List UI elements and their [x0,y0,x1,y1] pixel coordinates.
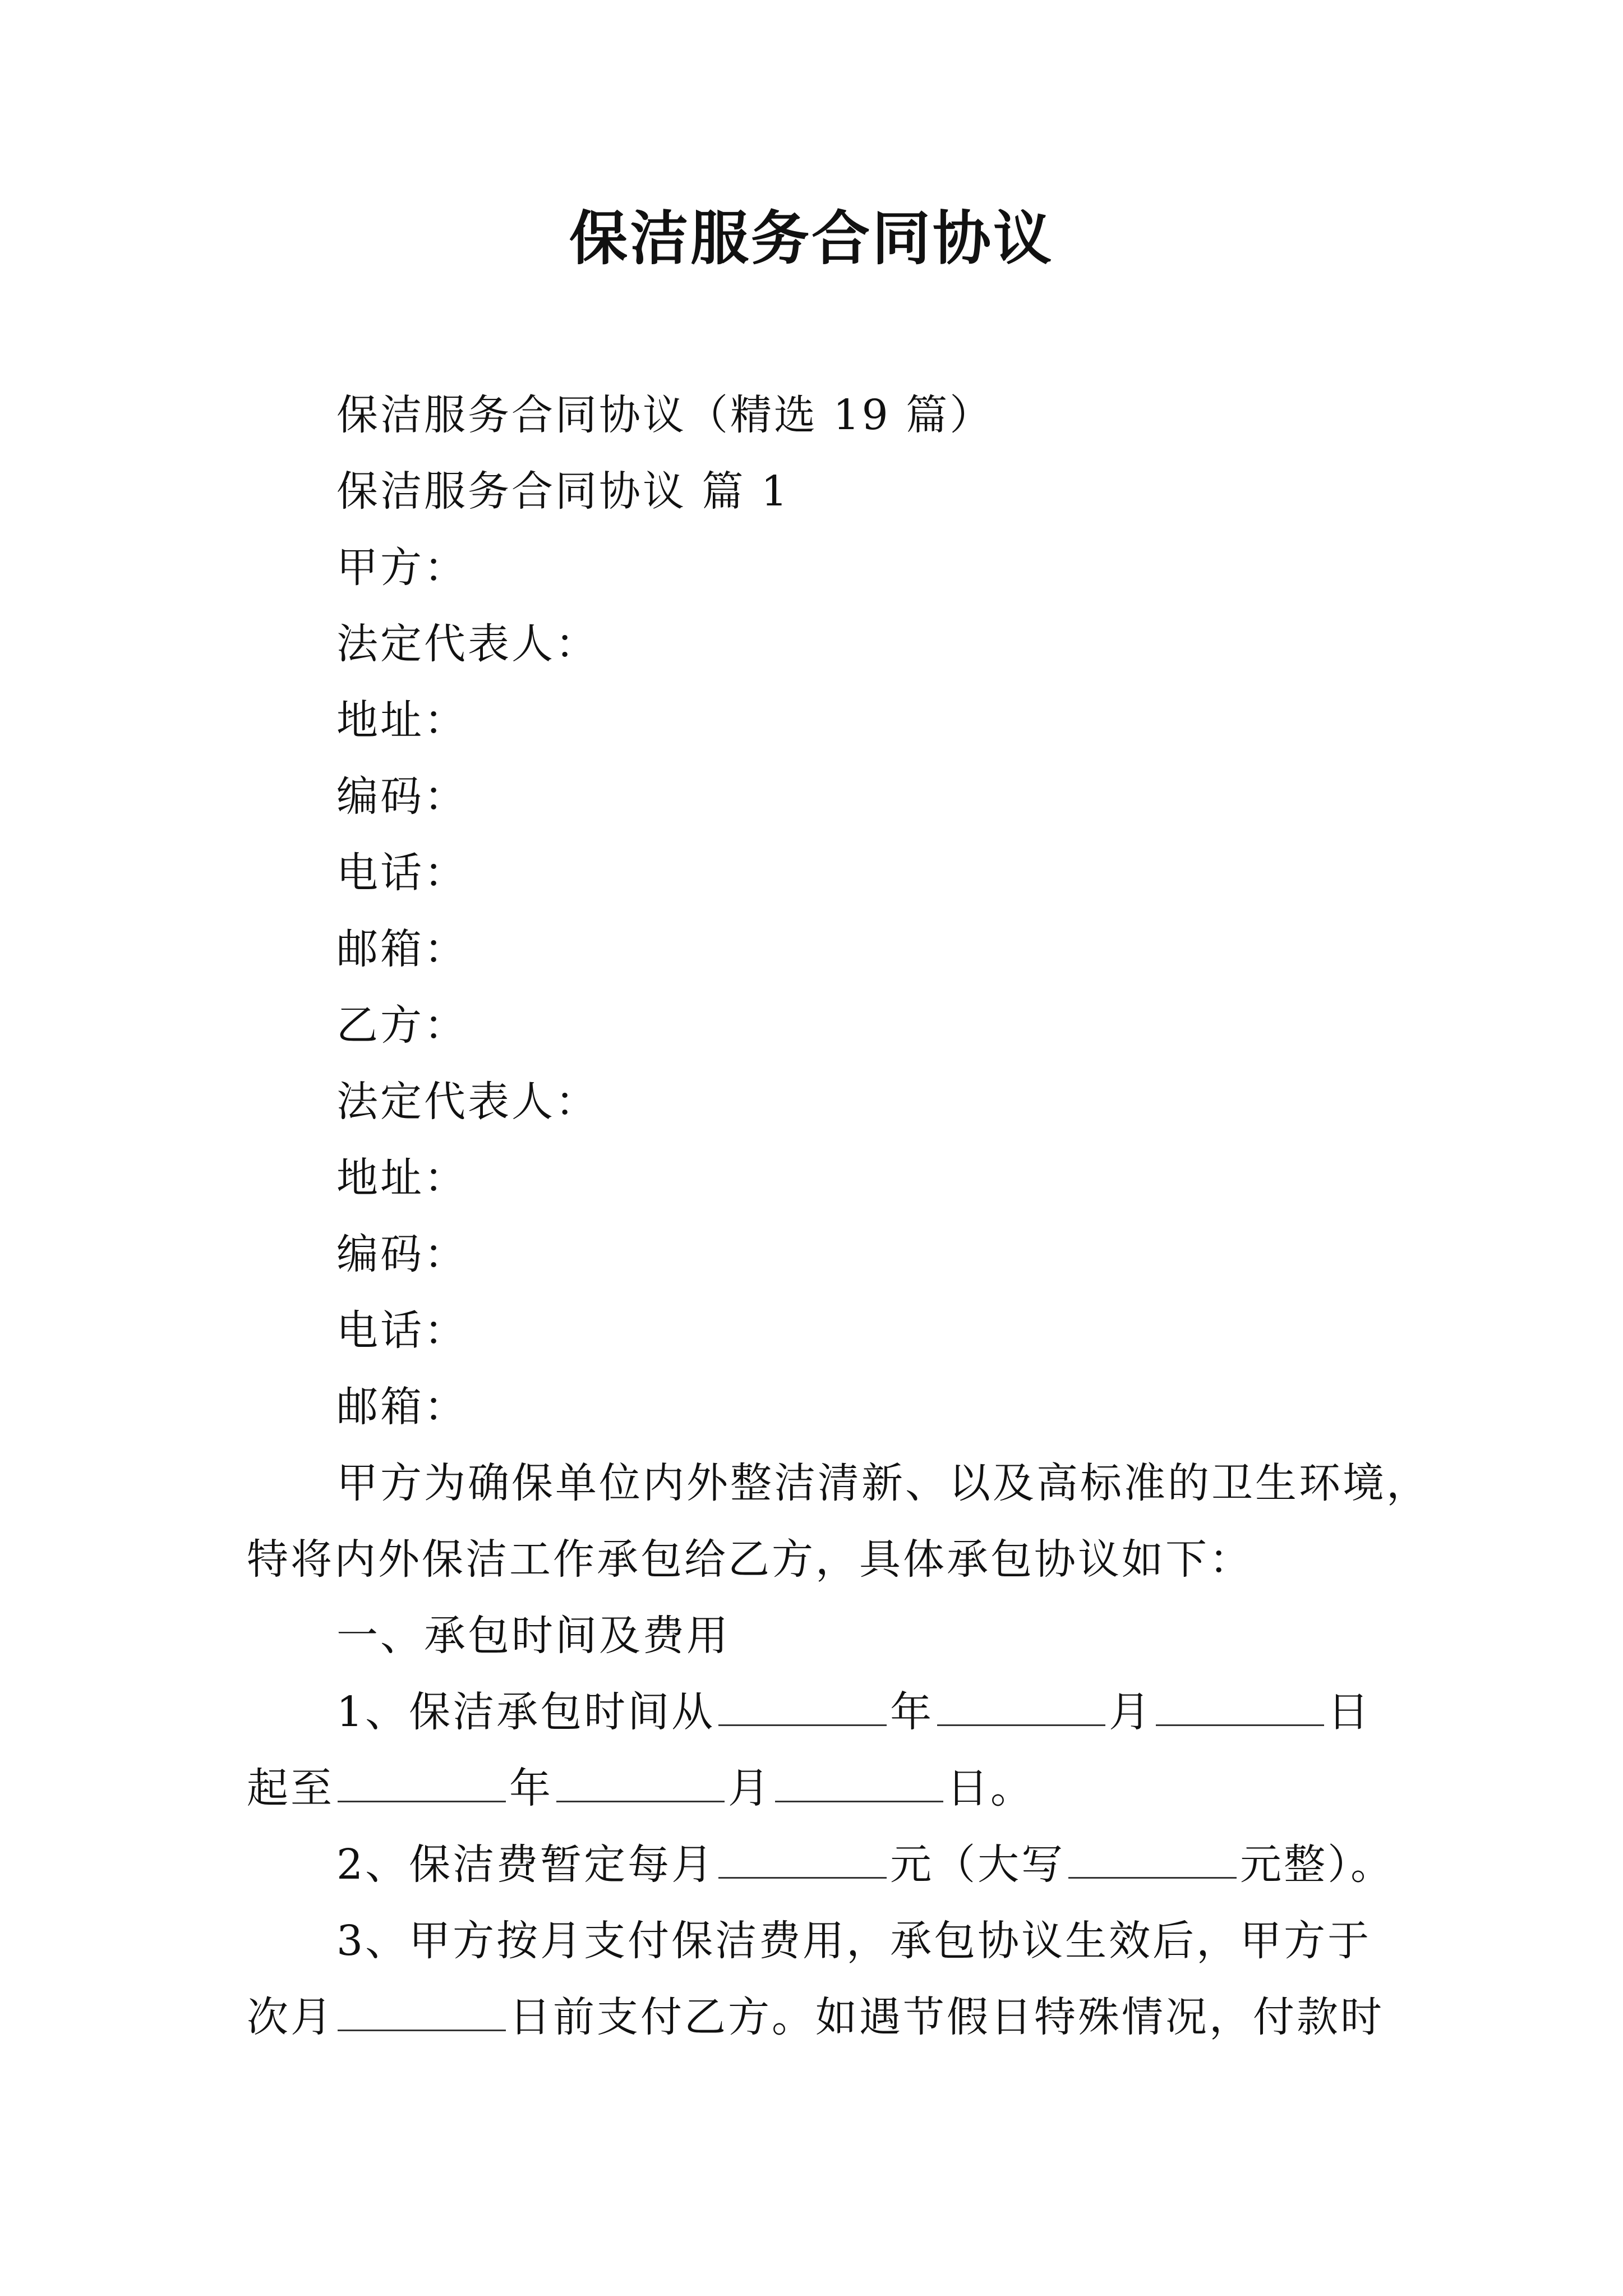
payment-day-blank [338,1994,506,2031]
intro-paragraph-line2: 特将内外保洁工作承包给乙方，具体承包协议如下： [247,1535,1253,1584]
party-b-representative: 法定代表人： [336,1078,599,1126]
document-title: 保洁服务合同协议 [569,204,1054,273]
item1-month-label: 月 [1109,1688,1153,1736]
item1-year-label: 年 [890,1688,934,1736]
item2-prefix: 2、保洁费暂定每月 [336,1841,716,1889]
item3-line2-prefix: 次月 [247,1993,334,2041]
item1-line2-prefix: 起至 [247,1764,334,1812]
party-a-representative: 法定代表人： [336,620,599,668]
item1-end-year-label: 年 [509,1764,553,1812]
end-day-blank [775,1765,943,1802]
item1-end-day-label: 日。 [947,1764,1034,1812]
item3-line2-suffix: 日前支付乙方。如遇节假日特殊情况，付款时 [509,1993,1384,2041]
start-month-blank [937,1688,1105,1726]
item2-suffix: 元整）。 [1240,1841,1395,1889]
monthly-fee-blank [718,1841,887,1879]
end-year-blank [338,1765,506,1802]
item3-line2 [247,1989,1384,2045]
party-b-address: 地址： [336,1154,468,1202]
document-subtitle: 保洁服务合同协议（精选 19 篇） [336,391,994,439]
end-month-blank [556,1765,725,1802]
item1-line1 [336,1684,1371,1740]
fee-in-words-blank [1068,1841,1237,1879]
party-a-email: 邮箱： [336,925,468,973]
start-day-blank [1156,1688,1324,1726]
party-a-address: 地址： [336,696,468,744]
intro-paragraph-line1: 甲方为确保单位内外整洁清新、以及高标准的卫生环境， [336,1459,1430,1507]
party-b-label: 乙方： [336,1001,468,1050]
item1-prefix: 1、保洁承包时间从 [336,1688,716,1736]
item1-end-month-label: 月 [728,1764,772,1812]
item3-line1: 3、甲方按月支付保洁费用，承包协议生效后，甲方于 [336,1917,1372,1965]
party-b-phone: 电话： [336,1306,468,1355]
party-b-email: 邮箱： [336,1383,468,1431]
party-a-phone: 电话： [336,849,468,897]
item1-line2 [247,1760,1034,1816]
party-b-postcode: 编码： [336,1230,468,1278]
party-a-postcode: 编码： [336,772,468,821]
item2-mid: 元（大写 [890,1841,1066,1889]
clause1-heading: 一、承包时间及费用 [336,1612,730,1660]
section-heading: 保洁服务合同协议 篇 1 [336,467,790,516]
item1-day-label: 日 [1327,1688,1372,1736]
item2-line [336,1837,1394,1893]
party-a-label: 甲方： [336,544,468,592]
start-year-blank [718,1688,887,1726]
